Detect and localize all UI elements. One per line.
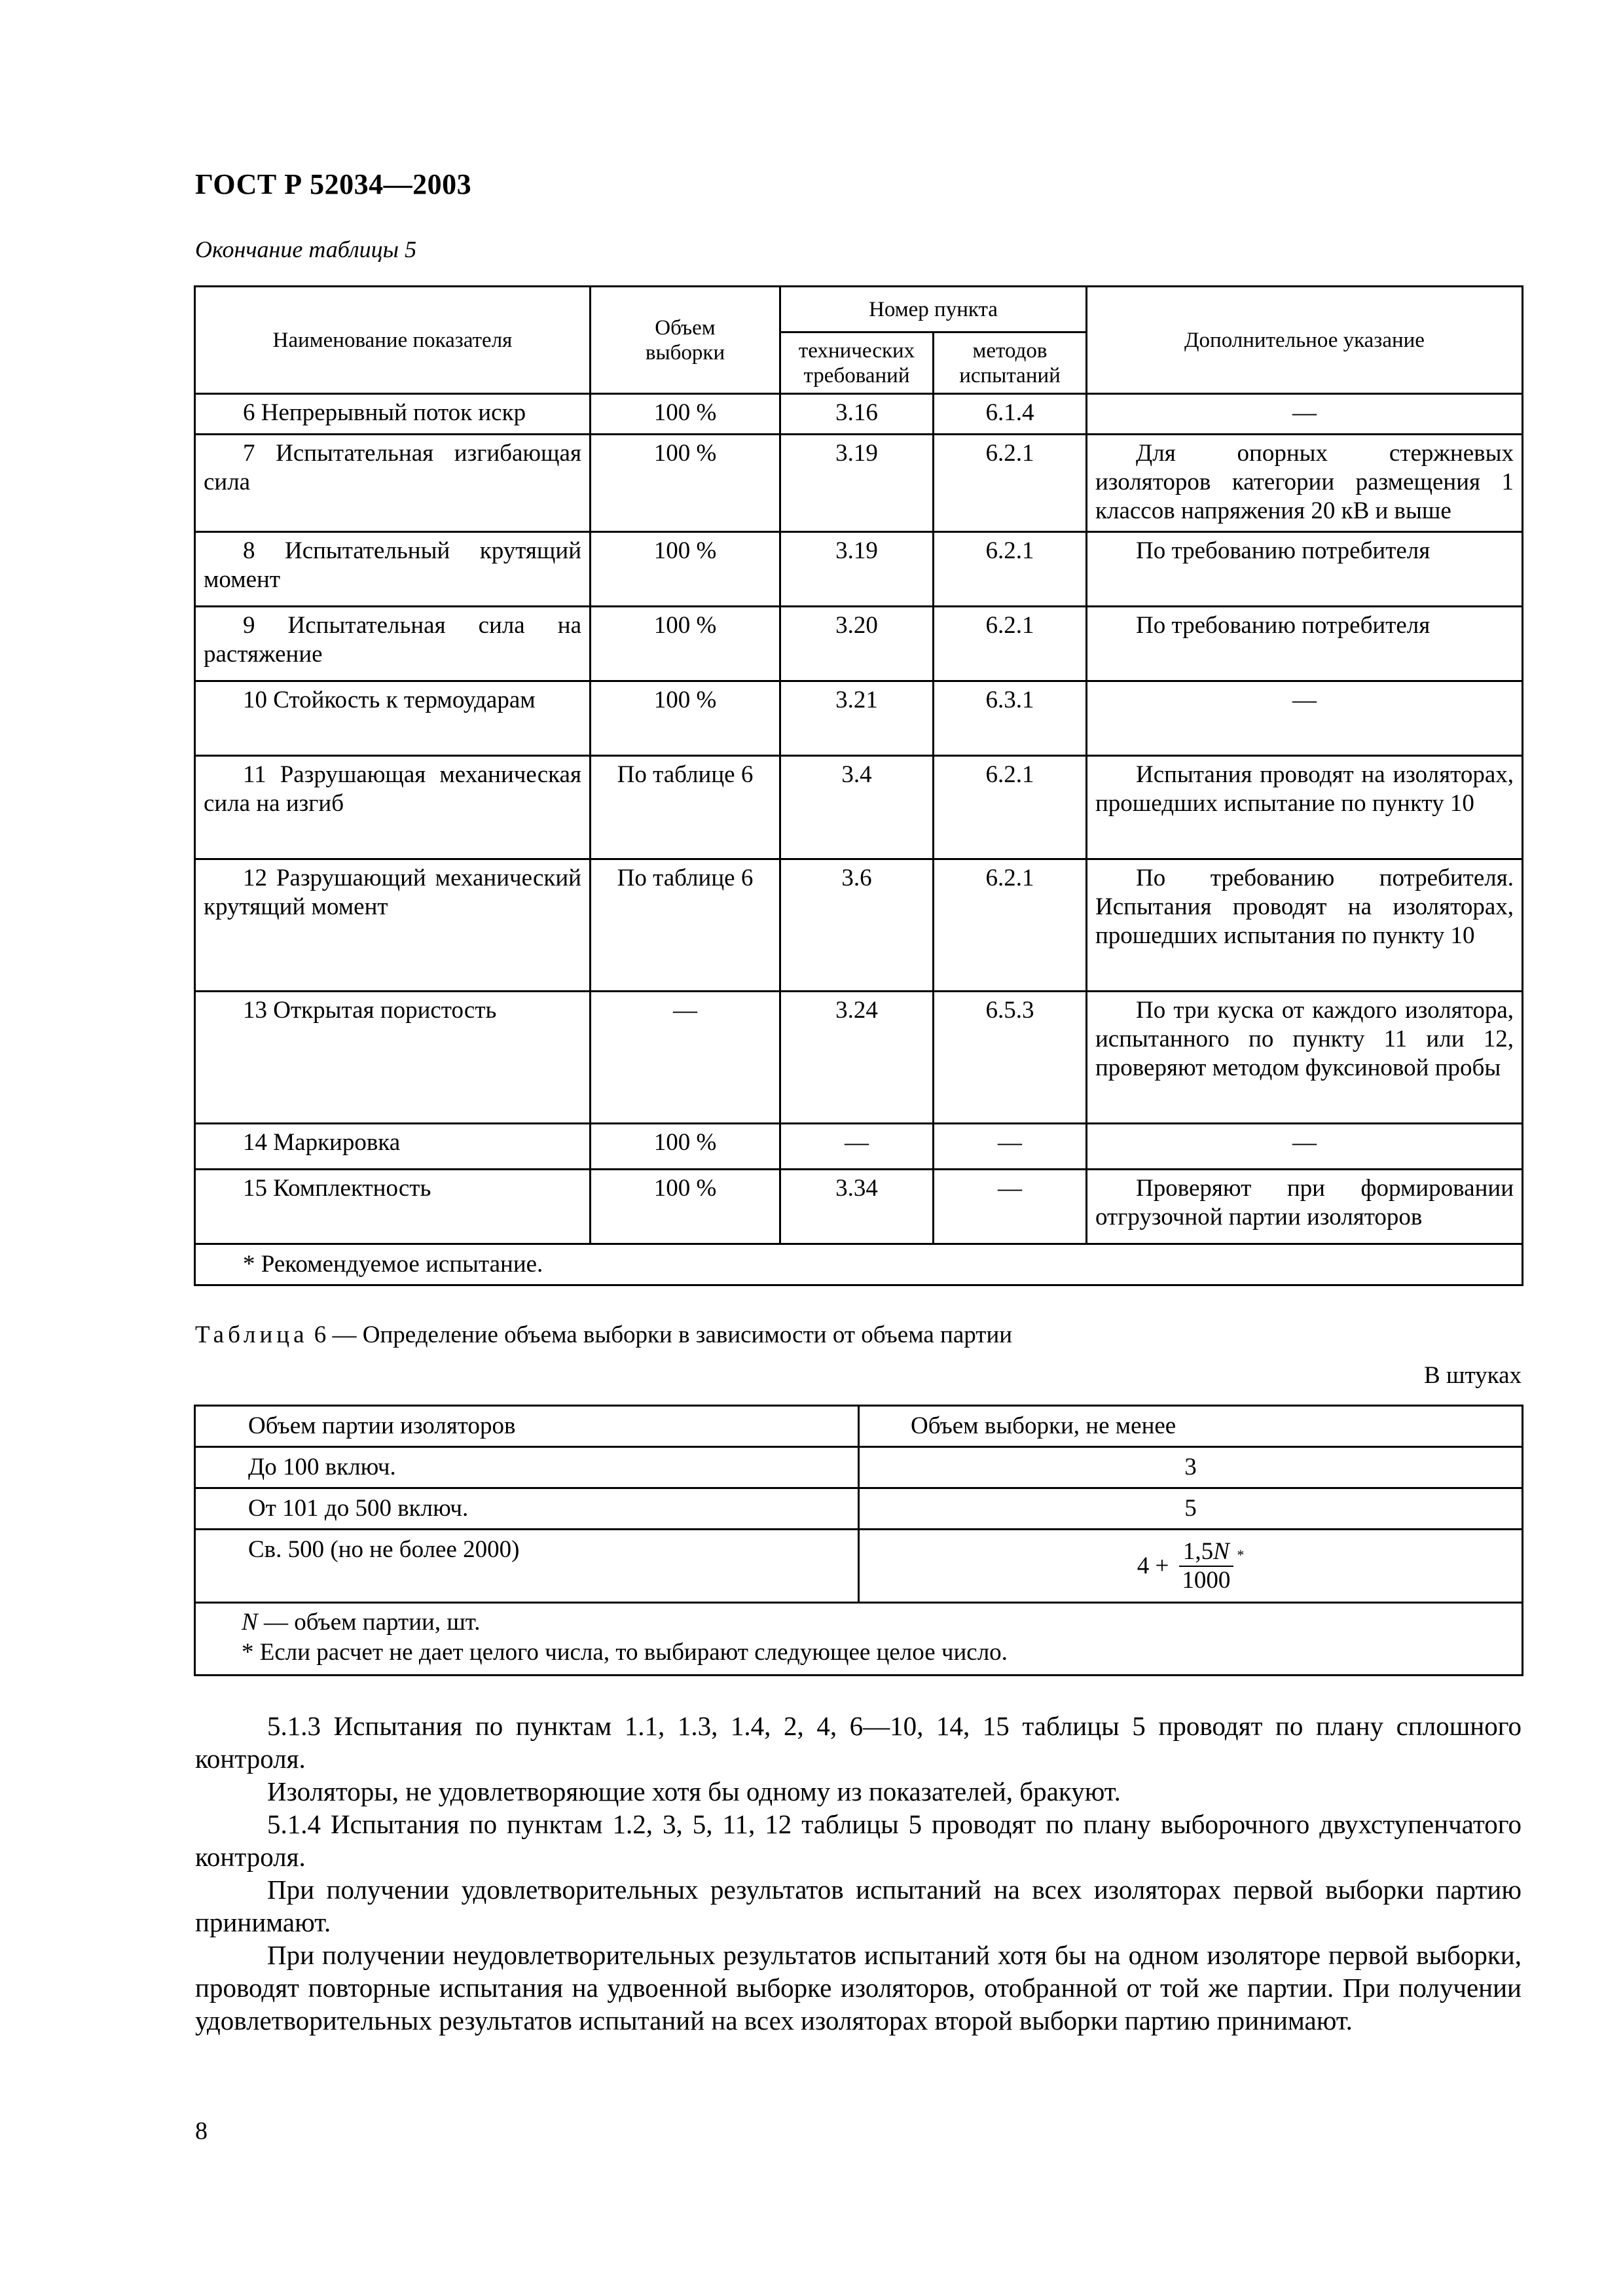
table6-sample-formula-cell [859,1530,1523,1603]
row-tech-cell: 3.34 [780,1170,934,1244]
table-row [195,1170,1523,1244]
table5-header-tech: технических требований [780,332,934,394]
row-name-cell [195,756,591,859]
row-name-cell [195,1170,591,1244]
row-number: 12 [243,865,267,891]
table-row [195,681,1523,756]
row-name: Разрушающая механическая сила на изгиб [204,761,581,817]
table6-caption [195,1321,1012,1349]
row-method-cell: 6.2.1 [934,435,1087,532]
row-sample-cell: 100 % [591,394,780,435]
table-row [195,859,1523,992]
row-name-cell [195,681,591,756]
paragraph: 5.1.3 Испытания по пунктам 1.1, 1.3, 1.4, 2, 4, 6—10, 14, 15 таблицы 5 проводят по плану сплошного контроля. [195,1711,1522,1774]
row-sample-cell: 100 % [591,532,780,607]
row-tech-cell: 3.4 [780,756,934,859]
formula-lead: 4 + [1137,1552,1169,1579]
row-name: Испытательная изгибающая сила [204,440,581,495]
row-name: Испытательная сила на растяжение [204,612,581,668]
row-sample-cell: 100 % [591,1170,780,1244]
table6-lot-cell: Св. 500 (но не более 2000) [195,1530,859,1603]
row-name-cell [195,992,591,1124]
row-sample-cell: 100 % [591,681,780,756]
sample-size-formula [1137,1538,1245,1594]
row-name: Непрерывный поток искр [261,399,526,426]
table5-header-note: Дополнительное указание [1087,287,1523,394]
row-note-cell: Проверяют при формировании отгрузочной партии изоляторов [1087,1170,1523,1244]
formula-footnote-mark: * [1237,1546,1245,1563]
page-number: 8 [195,2117,208,2145]
row-number: 7 [243,440,255,467]
table-row [195,394,1523,435]
row-tech-cell: 3.16 [780,394,934,435]
table6-note: * Если расчет не дает целого числа, то выбирают следующее целое число. [242,1639,1008,1666]
paragraph: Изоляторы, не удовлетворяющие хотя бы одному из показателей, бракуют. [267,1776,1121,1806]
row-method-cell: 6.2.1 [934,532,1087,607]
table5-header-name: Наименование показателя [195,287,591,394]
row-tech-cell: 3.19 [780,435,934,532]
table5 [194,285,1523,1286]
row-number: 14 [243,1129,267,1156]
row-note-cell: По требованию потребителя. Испытания проводят на изоляторах, прошедших испытания по пункту 10 [1087,859,1523,992]
table6-sample-cell: 3 [859,1447,1523,1488]
row-name-cell [195,607,591,681]
row-number: 15 [243,1175,267,1202]
row-name-cell [195,532,591,607]
formula-denominator: 1000 [1182,1566,1231,1594]
row-method-cell: 6.2.1 [934,607,1087,681]
row-sample-cell: 100 % [591,1124,780,1170]
row-note-cell: Для опорных стержневых изоляторов категории размещения 1 классов напряжения 20 кВ и выше [1087,435,1523,532]
table5-header-sample: Объем выборки [591,287,780,394]
row-number: 6 [243,399,255,426]
table-row [195,1447,1523,1488]
row-number: 11 [243,761,266,788]
document-title: ГОСТ Р 52034—2003 [195,168,472,200]
table5-header-clause-group: Номер пункта [780,287,1087,332]
table6-caption-label: Таблица [195,1321,308,1348]
row-note-cell: По требованию потребителя [1087,532,1523,607]
table6 [194,1405,1523,1676]
row-tech-cell: 3.20 [780,607,934,681]
table6-sample-cell: 5 [859,1488,1523,1530]
row-number: 13 [243,997,267,1024]
table6-header-lot: Объем партии изоляторов [195,1406,859,1447]
row-sample-cell: 100 % [591,435,780,532]
row-note-cell: Испытания проводят на изоляторах, прошедших испытание по пункту 10 [1087,756,1523,859]
row-method-cell: — [934,1124,1087,1170]
row-name: Испытательный крутящий момент [204,537,581,593]
row-method-cell: 6.2.1 [934,859,1087,992]
row-number: 10 [243,687,267,713]
row-name-cell [195,394,591,435]
row-method-cell: 6.1.4 [934,394,1087,435]
row-method-cell: — [934,1170,1087,1244]
formula-numerator: 1,5N [1179,1538,1233,1567]
table6-caption-text: 6 — Определение объема выборки в зависимости от объема партии [314,1321,1013,1348]
row-method-cell: 6.3.1 [934,681,1087,756]
table6-units: В штуках [1424,1362,1522,1389]
row-number: 9 [243,612,255,639]
row-tech-cell: 3.21 [780,681,934,756]
table5-header-methods: методов испытаний [934,332,1087,394]
row-name: Разрушающий механический крутящий момент [204,865,581,920]
table6-lot-cell: До 100 включ. [195,1447,859,1488]
row-name: Маркировка [273,1129,401,1156]
table5-caption: Окончание таблицы 5 [195,236,417,262]
table6-notes [195,1603,1523,1676]
row-note-cell: — [1087,1124,1523,1170]
table-row [195,607,1523,681]
row-name-cell [195,435,591,532]
row-sample-cell: 100 % [591,607,780,681]
row-name: Стойкость к термоударам [273,687,536,713]
table-row [195,1530,1523,1603]
row-number: 8 [243,537,255,564]
table-row [195,1488,1523,1530]
row-tech-cell: 3.6 [780,859,934,992]
paragraph: При получении неудовлетворительных результатов испытаний хотя бы на одном изоляторе первой выборки, проводят повторные испытания на удвоенной выборке изоляторов, отобранной от той же партии. При получении удовлетворительных результатов испытаний на всех изоляторах второй выборки партию принимают. [195,1940,1522,2036]
row-name: Открытая пористость [273,997,497,1024]
table6-header-sample: Объем выборки, не менее [859,1406,1523,1447]
table5-footnote: * Рекомендуемое испытание. [195,1244,1523,1285]
table-row [195,756,1523,859]
paragraph: При получении удовлетворительных результатов испытаний на всех изоляторах первой выборки партию принимают. [195,1874,1522,1937]
row-method-cell: 6.5.3 [934,992,1087,1124]
table6-note: N — объем партии, шт. [242,1609,481,1636]
row-tech-cell: — [780,1124,934,1170]
row-tech-cell: 3.24 [780,992,934,1124]
table-row [195,1124,1523,1170]
body-text [195,1710,1522,2037]
row-sample-cell: По таблице 6 [591,756,780,859]
row-sample-cell: По таблице 6 [591,859,780,992]
table-row [195,435,1523,532]
row-method-cell: 6.2.1 [934,756,1087,859]
paragraph: 5.1.4 Испытания по пунктам 1.2, 3, 5, 11, 12 таблицы 5 проводят по плану выборочного двухступенчатого контроля. [195,1809,1522,1872]
row-name: Комплектность [273,1175,431,1202]
row-name-cell [195,1124,591,1170]
row-tech-cell: 3.19 [780,532,934,607]
table-row [195,532,1523,607]
row-note-cell: — [1087,681,1523,756]
row-note-cell: По требованию потребителя [1087,607,1523,681]
table6-lot-cell: От 101 до 500 включ. [195,1488,859,1530]
row-note-cell: По три куска от каждого изолятора, испытанного по пункту 11 или 12, проверяют методом фуксиновой пробы [1087,992,1523,1124]
table-row [195,992,1523,1124]
row-name-cell [195,859,591,992]
row-sample-cell: — [591,992,780,1124]
row-note-cell: — [1087,394,1523,435]
